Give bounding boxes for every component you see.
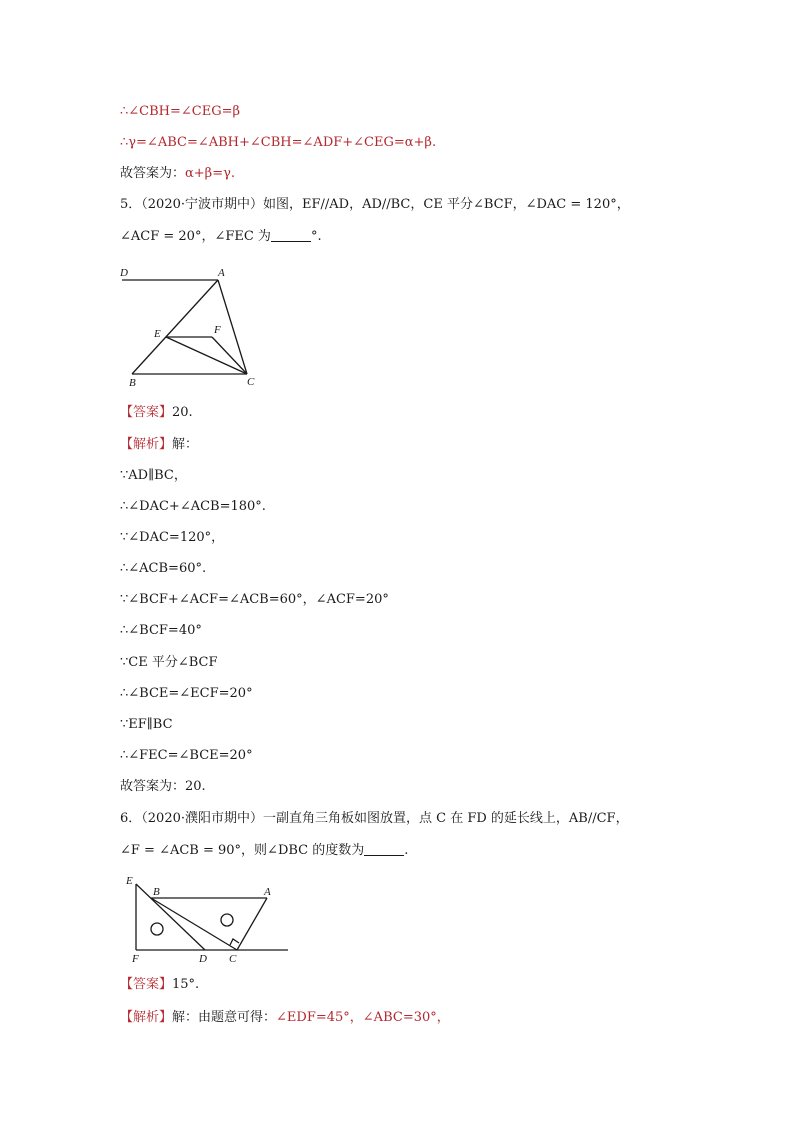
label-B: B (129, 377, 136, 389)
answer-prefix: 故答案为： (120, 166, 186, 181)
label-F: F (132, 953, 139, 965)
solution-step-1: ∵AD∥BC， (120, 468, 187, 483)
q5-unit: °. (310, 229, 322, 244)
answer-6-value: 15°. (172, 977, 200, 992)
analysis-6-angles: ∠EDF=45°，∠ABC=30°， (276, 1010, 450, 1025)
label-A: A (264, 886, 271, 898)
answer-6-tag: 【答案】 (120, 977, 173, 992)
label-D: D (120, 267, 128, 279)
label-F: F (214, 324, 221, 336)
answer-6-line (120, 976, 199, 994)
segment-ED (136, 884, 205, 950)
label-A: A (218, 267, 225, 279)
q5-text: ∠ACF = 20°，∠FEC 为 (120, 229, 271, 244)
solution-step-9: ∵EF∥BC (120, 717, 173, 732)
proof-line-1: ∴∠CBH=∠CEG=β (120, 104, 241, 119)
question-5-line-1: 5．（2020·宁波市期中）如图，EF//AD，AD//BC，CE 平分∠BCF，∠DAC = 120°， (120, 197, 630, 212)
answer-value: α+β=γ. (185, 166, 235, 181)
answer-tag: 【答案】 (120, 405, 173, 420)
solution-step-6: ∴∠BCF=40° (120, 623, 202, 638)
analysis-tag: 【解析】 (120, 437, 173, 452)
label-C: C (247, 376, 255, 388)
label-B: B (153, 886, 160, 898)
solution-step-2: ∴∠DAC+∠ACB=180°. (120, 499, 266, 514)
proof-line-2: ∴γ=∠ABC=∠ABH+∠CBH=∠ADF+∠CEG=α+β. (120, 135, 437, 150)
right-angle-mark (230, 939, 239, 945)
analysis-5-rest: 解： (172, 437, 199, 452)
solution-step-3: ∵∠DAC=120°， (120, 530, 225, 545)
triangle-hole-right (221, 914, 233, 926)
analysis-6-line (120, 1009, 450, 1027)
segment-BC (151, 898, 237, 950)
label-C: C (229, 953, 237, 965)
answer-5-value: 20. (172, 405, 193, 420)
solution-step-7: ∵CE 平分∠BCF (120, 655, 218, 670)
label-E: E (154, 328, 161, 340)
question-6-line-1: 6．（2020·濮阳市期中）一副直角三角板如图放置，点 C 在 FD 的延长线上，AB//CF， (120, 811, 629, 826)
label-E: E (126, 875, 133, 887)
label-D: D (199, 953, 207, 965)
q6-text: ∠F = ∠ACB = 90°，则∠DBC 的度数为 (120, 843, 365, 858)
solution-step-10: ∴∠FEC=∠BCE=20° (120, 748, 253, 763)
triangle-hole-left (151, 923, 163, 935)
solution-step-11: 故答案为：20. (120, 779, 206, 794)
q6-end: . (404, 843, 409, 858)
analysis-6-rest: 解：由题意可得： (172, 1010, 277, 1025)
solution-step-5: ∵∠BCF+∠ACF=∠ACB=60°，∠ACF=20° (120, 592, 389, 607)
analysis-6-tag: 【解析】 (120, 1010, 173, 1025)
solution-step-4: ∴∠ACB=60°. (120, 561, 207, 576)
solution-step-8: ∴∠BCE=∠ECF=20° (120, 686, 253, 701)
segment-AC (237, 898, 267, 950)
